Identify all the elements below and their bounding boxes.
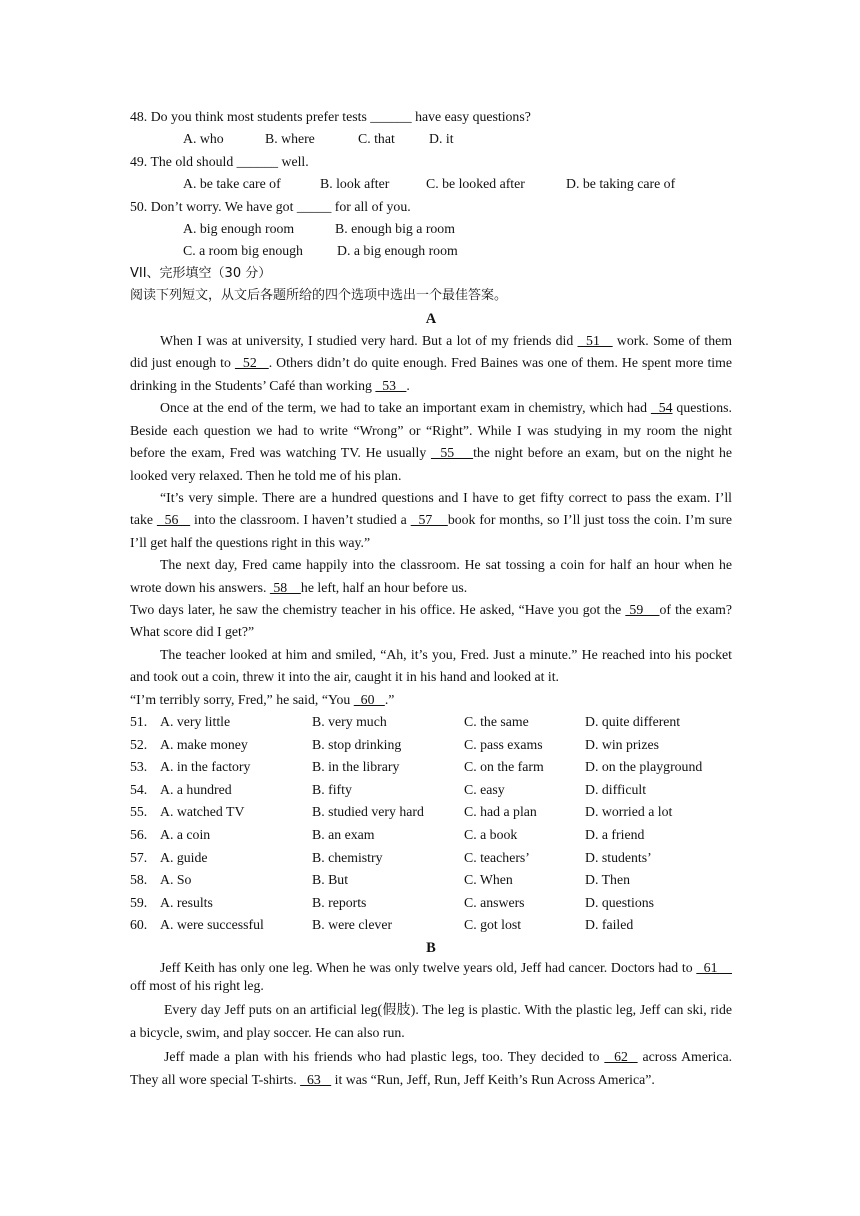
option-c: C. When bbox=[464, 872, 513, 888]
choice-row bbox=[130, 734, 732, 757]
option-d: D. win prizes bbox=[585, 736, 659, 752]
answer-blank: ______ bbox=[370, 109, 412, 124]
section-heading: VII、完形填空（30 分） bbox=[130, 265, 272, 281]
answer-blank: _____ bbox=[296, 198, 332, 214]
answer-blank: ______ bbox=[236, 153, 279, 169]
option-c: C. a book bbox=[464, 827, 518, 843]
question-number: 60. bbox=[130, 917, 148, 933]
option-c: C. that bbox=[358, 131, 395, 147]
passage-b-paragraph-1: Jeff Keith has only one leg. When he was only twelve years old, Jeff had cancer. Doctors had to 61 off most of his right leg. bbox=[130, 960, 732, 994]
option-c: C. the same bbox=[464, 714, 529, 730]
option-b: B. studied very hard bbox=[312, 804, 424, 820]
blank-59: 59 bbox=[625, 601, 660, 617]
option-d: D. difficult bbox=[585, 781, 647, 797]
question-stem: 49. The old should ______ well. bbox=[130, 153, 309, 169]
passage-a-paragraph-2: Once at the end of the term, we had to take an important exam in chemistry, which had 54 questions. Beside each question we had to write “Wrong” or “Right”. While I was studying in my room the night before the exam, Fred was watching TV. He usually 55 the night before an exam, but on the night he looked very relaxed. Then he told me of his plan. bbox=[130, 400, 732, 483]
blank-52: 52 bbox=[234, 355, 269, 371]
passage-b-paragraph-2: Every day Jeff puts on an artificial leg(假肢). The leg is plastic. With the plastic leg, Jeff can ski, ride a bicycle, swim, and play soccer. He can also run. bbox=[130, 1002, 732, 1040]
option-a: A. be take care of bbox=[183, 176, 281, 192]
question-number: 52. bbox=[130, 736, 148, 752]
blank-60: 60 bbox=[353, 691, 385, 707]
option-c: C. got lost bbox=[464, 917, 522, 933]
option-c: C. a room big enough bbox=[183, 243, 303, 259]
choice-row bbox=[130, 892, 732, 915]
option-a: A. a hundred bbox=[160, 781, 232, 797]
option-a: A. results bbox=[160, 894, 213, 910]
options-row bbox=[130, 173, 732, 195]
choices-table bbox=[130, 711, 732, 937]
options-row bbox=[130, 218, 732, 240]
option-a: A. very little bbox=[160, 714, 231, 730]
choice-row bbox=[130, 756, 732, 779]
blank-58: 58 bbox=[269, 579, 301, 595]
option-d: D. questions bbox=[585, 894, 654, 910]
option-c: C. be looked after bbox=[426, 176, 525, 192]
option-b: B. stop drinking bbox=[312, 736, 402, 752]
question-number: 57. bbox=[130, 849, 148, 865]
blank-53: 53 bbox=[375, 377, 407, 393]
option-a: A. who bbox=[183, 131, 224, 147]
option-a: A. in the factory bbox=[160, 759, 251, 775]
option-b: B. in the library bbox=[312, 759, 400, 775]
option-d: D. failed bbox=[585, 917, 634, 933]
question-number: 56. bbox=[130, 827, 148, 843]
option-b: B. fifty bbox=[312, 781, 352, 797]
passage-a-paragraph-7: “I’m terribly sorry, Fred,” he said, “You 60 .” bbox=[130, 691, 395, 707]
choice-row bbox=[130, 914, 732, 937]
choice-row bbox=[130, 847, 732, 870]
blank-55: 55 bbox=[430, 445, 474, 461]
option-d: D. Then bbox=[585, 872, 630, 888]
question-number: 58. bbox=[130, 872, 148, 888]
question-number: 51. bbox=[130, 714, 148, 730]
option-b: B. reports bbox=[312, 894, 367, 910]
option-b: B. look after bbox=[320, 176, 390, 192]
blank-51: 51 bbox=[577, 333, 613, 349]
passage-a-paragraph-4: The next day, Fred came happily into the classroom. He sat tossing a coin for half an hour when he wrote down his answers. 58 he left, half an hour before us. bbox=[130, 557, 732, 595]
option-b: B. enough big a room bbox=[335, 221, 455, 237]
question-stem: 50. Don’t worry. We have got _____ for all of you. bbox=[130, 198, 411, 214]
option-b: B. were clever bbox=[312, 917, 393, 933]
blank-63: 63 bbox=[300, 1071, 332, 1087]
choice-row bbox=[130, 711, 732, 734]
option-c: C. answers bbox=[464, 894, 525, 910]
option-d: D. students’ bbox=[585, 849, 652, 865]
blank-62: 62 bbox=[604, 1049, 638, 1065]
passage-a-paragraph-3: “It’s very simple. There are a hundred questions and I have to get fifty correct to pass the exam. I’ll take 56 into the classroom. I haven’t studied a 57 book for months, so I’ll just toss the coin. I’m sure I’ll get half the questions right in this way.” bbox=[130, 489, 733, 550]
choice-row bbox=[130, 869, 732, 892]
passage-a-label: A bbox=[425, 310, 437, 327]
option-c: C. easy bbox=[464, 781, 505, 797]
option-a: A. guide bbox=[160, 849, 208, 865]
options-row bbox=[130, 240, 732, 262]
option-b: B. But bbox=[312, 872, 349, 888]
option-a: A. So bbox=[160, 872, 192, 888]
blank-61: 61 bbox=[696, 960, 732, 976]
option-d: D. quite different bbox=[585, 714, 681, 730]
option-a: A. make money bbox=[160, 736, 248, 752]
question-48 bbox=[130, 106, 732, 151]
option-d: D. be taking care of bbox=[566, 176, 676, 192]
passage-a-paragraph-1: When I was at university, I studied very hard. But a lot of my friends did 51 work. Some of them did just enough to 52 . Others didn’t do quite enough. Fred Baines was one of them. He spent more time drinking in the Students’ Café than working 53 . bbox=[130, 333, 733, 393]
option-d: D. it bbox=[429, 131, 454, 147]
passage-b-label: B bbox=[426, 939, 436, 956]
option-b: B. very much bbox=[312, 714, 387, 730]
option-a: A. watched TV bbox=[160, 804, 245, 820]
question-number: 53. bbox=[130, 759, 148, 775]
question-49 bbox=[130, 151, 732, 196]
passage-a-paragraph-6: The teacher looked at him and smiled, “Ah, it’s you, Fred. Just a minute.” He reached into his pocket and took out a coin, threw it into the air, caught it in his hand and looked at it. bbox=[130, 646, 732, 685]
options-row bbox=[130, 128, 732, 150]
option-d: D. worried a lot bbox=[585, 804, 673, 820]
question-number: 59. bbox=[130, 894, 148, 910]
section-instruction: 阅读下列短文，从文后各题所给的四个选项中选出一个最佳答案。 bbox=[130, 288, 508, 304]
option-b: B. chemistry bbox=[312, 849, 383, 865]
option-d: D. a friend bbox=[585, 827, 645, 843]
option-c: C. teachers’ bbox=[464, 849, 530, 865]
question-50 bbox=[130, 196, 732, 263]
blank-57: 57 bbox=[410, 512, 448, 528]
option-a: A. were successful bbox=[160, 917, 264, 933]
option-c: C. pass exams bbox=[464, 736, 543, 752]
question-number: 55. bbox=[130, 804, 148, 820]
choice-row bbox=[130, 824, 732, 847]
option-b: B. an exam bbox=[312, 827, 375, 843]
passage-a-paragraph-5: Two days later, he saw the chemistry teacher in his office. He asked, “Have you got the 59 of the exam? What score did I get?” bbox=[130, 601, 732, 640]
option-d: D. a big enough room bbox=[337, 243, 458, 259]
blank-54: 54 bbox=[650, 400, 673, 416]
question-number: 54. bbox=[130, 781, 148, 797]
option-c: C. on the farm bbox=[464, 759, 544, 775]
blank-56: 56 bbox=[156, 512, 191, 528]
option-d: D. on the playground bbox=[585, 759, 703, 775]
page-content bbox=[130, 106, 732, 1091]
option-c: C. had a plan bbox=[464, 804, 537, 820]
option-b: B. where bbox=[265, 131, 315, 147]
question-stem: 48. Do you think most students prefer tests ______ have easy questions? bbox=[130, 109, 531, 124]
passage-b-paragraph-3: Jeff made a plan with his friends who had plastic legs, too. They decided to 62 across America. They all wore special T-shirts. 63 it was “Run, Jeff, Run, Jeff Keith’s Run Across America”. bbox=[130, 1049, 733, 1087]
option-a: A. a coin bbox=[160, 827, 211, 843]
choice-row bbox=[130, 779, 732, 802]
option-a: A. big enough room bbox=[183, 221, 295, 237]
choice-row bbox=[130, 801, 732, 824]
